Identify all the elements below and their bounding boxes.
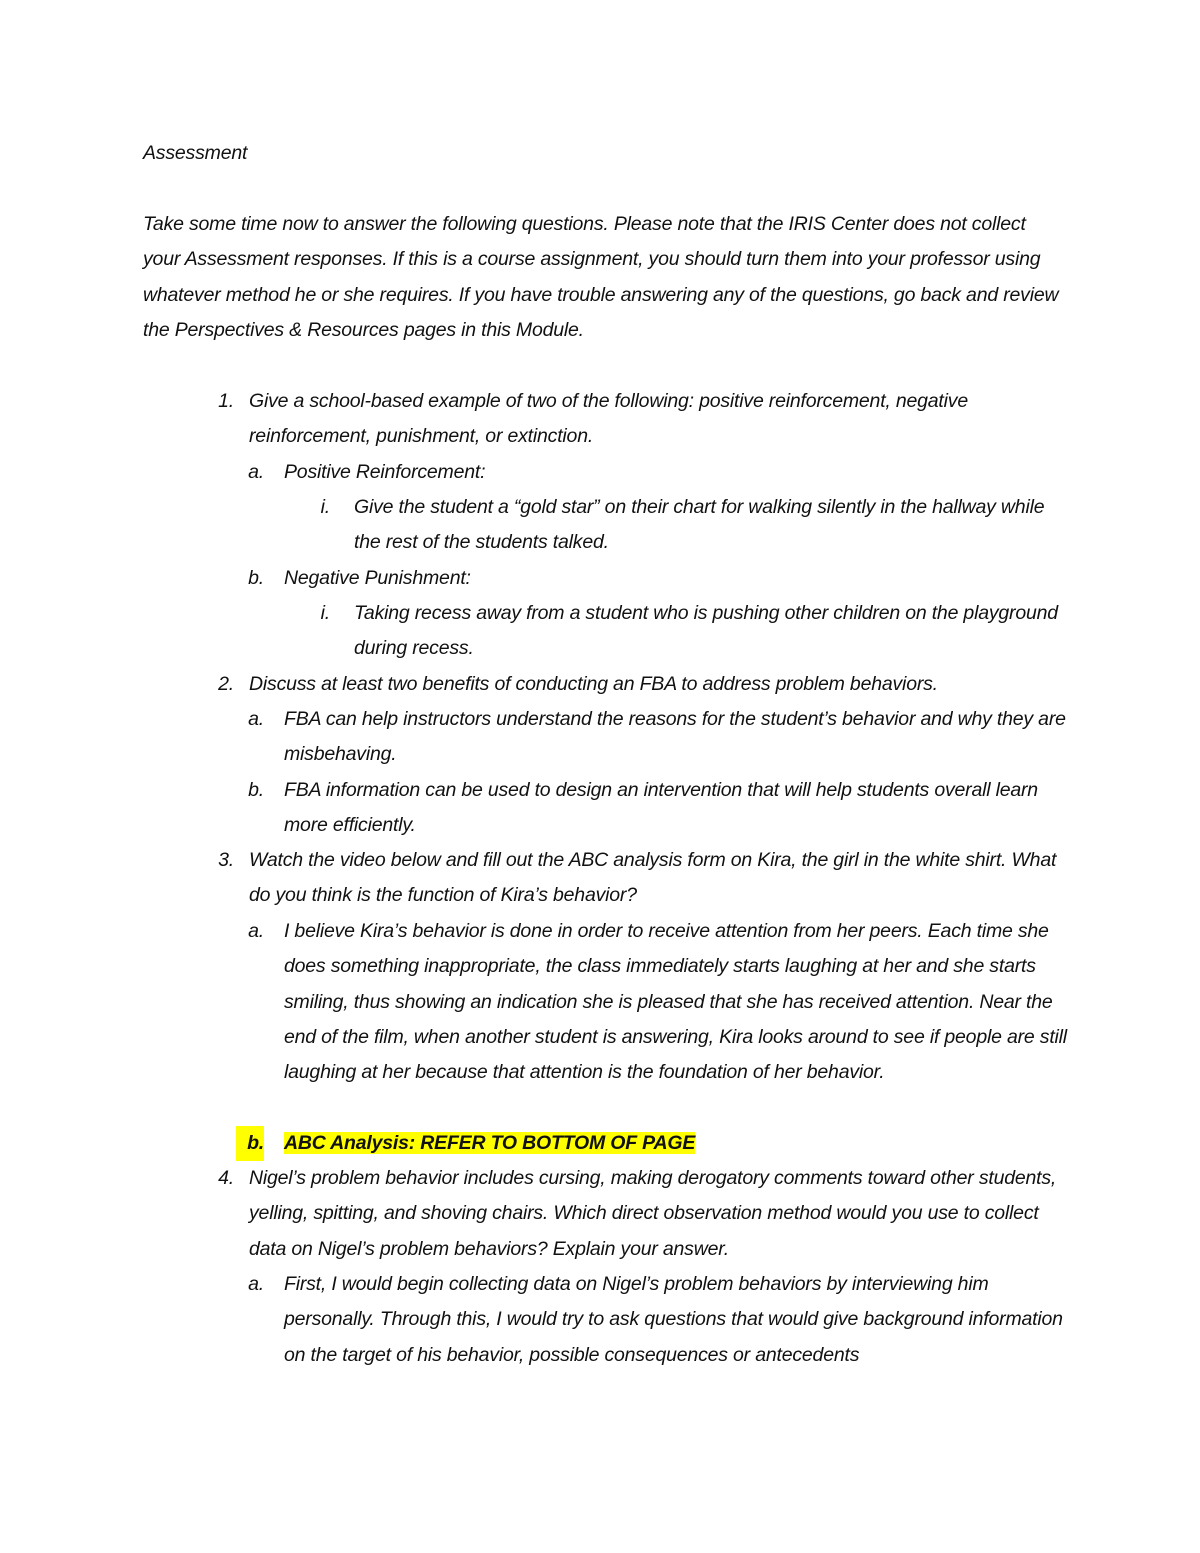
answer-text: Negative Punishment: (284, 567, 471, 589)
question-number: 1. (218, 390, 234, 412)
question-text: Nigel’s problem behavior includes cursing, making derogatory comments toward other students, yelling, spitting, and shoving chairs. Which direct observation method would you use to collect data on Nigel’s problem behaviors? Explain your answer. (249, 1167, 1057, 1260)
question-number: 3. (218, 849, 234, 871)
answer-letter: a. (248, 920, 264, 942)
sub-answer-numeral: i. (320, 602, 330, 624)
answer-text: FBA information can be used to design an intervention that will help students overall learn more efficiently. (284, 779, 1038, 837)
answer-letter: a. (248, 461, 264, 483)
abc-analysis-note (284, 1126, 1074, 1161)
sub-answer-text: Give the student a “gold star” on their chart for walking silently in the hallway while the rest of the students talked. (354, 496, 1045, 554)
answer-letter: b. (248, 567, 264, 589)
answer-text: I believe Kira’s behavior is done in order to receive attention from her peers. Each time she does something inappropriate, the class immediately starts laughing at her and she starts smiling, thus showing an indication she is pleased that she has received attention. Near the end of the film, when another student is answering, Kira looks around to see if people are still laughing at her because that attention is the foundation of her behavior. (284, 920, 1067, 1084)
sub-answer-numeral: i. (320, 496, 330, 518)
highlighted-text: ABC Analysis: REFER TO BOTTOM OF PAGE (284, 1132, 696, 1154)
question-number: 4. (218, 1167, 234, 1189)
question-text: Discuss at least two benefits of conducting an FBA to address problem behaviors. (249, 673, 938, 695)
question-text: Give a school-based example of two of the following: positive reinforcement, negative reinforcement, punishment, or extinction. (249, 390, 968, 448)
answer-letter: b. (248, 779, 264, 801)
sub-answer-text: Taking recess away from a student who is pushing other children on the playground during recess. (354, 602, 1058, 660)
question-text: Watch the video below and fill out the ABC analysis form on Kira, the girl in the white shirt. What do you think is the function of Kira’s behavior? (249, 849, 1057, 907)
answer-letter: a. (248, 708, 264, 730)
answer-text: First, I would begin collecting data on Nigel’s problem behaviors by interviewing him personally. Through this, I would try to ask questions that would give background information on the target of his behavior, possible consequences or antecedents (284, 1273, 1063, 1366)
intro-paragraph: Take some time now to answer the following questions. Please note that the IRIS Center does not collect your Assessment responses. If this is a course assignment, you should turn them into your professor using whatever method he or she requires. If you have trouble answering any of the questions, go back and review the Perspectives & Resources pages in this Module. (143, 213, 1059, 341)
page-heading: Assessment (143, 142, 248, 164)
question-number: 2. (218, 673, 234, 695)
answer-text: Positive Reinforcement: (284, 461, 486, 483)
answer-letter: a. (248, 1273, 264, 1295)
answer-letter-highlighted: b. (236, 1126, 264, 1161)
answer-text: FBA can help instructors understand the reasons for the student’s behavior and why they are misbehaving. (284, 708, 1066, 766)
